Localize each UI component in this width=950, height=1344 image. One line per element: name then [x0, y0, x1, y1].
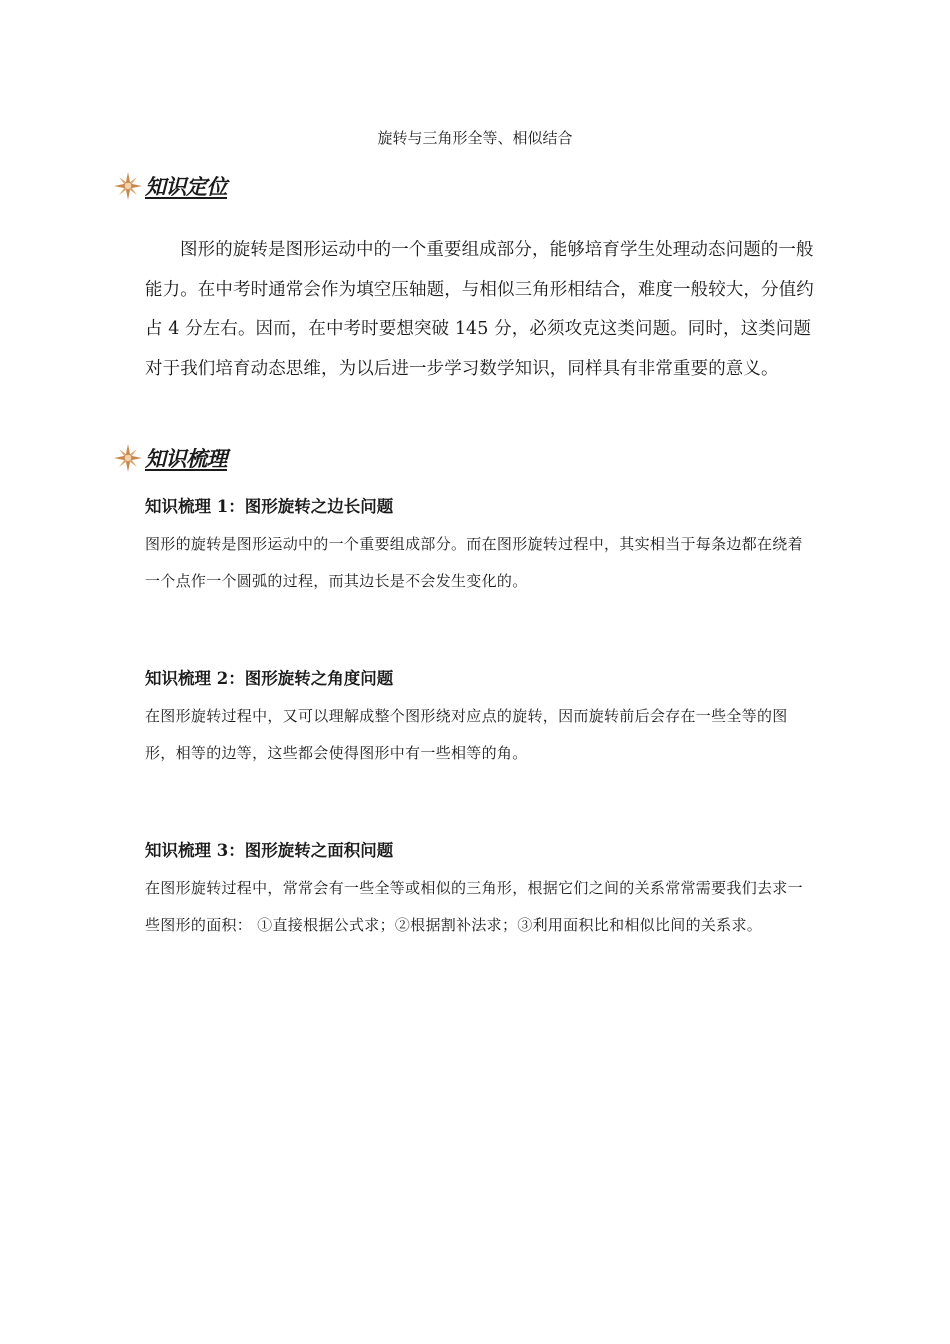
review-item-body: 在图形旋转过程中，又可以理解成整个图形绕对应点的旋转，因而旋转前后会存在一些全等的图形，相等的边等，这些都会使得图形中有一些相等的角。: [145, 707, 788, 762]
sparkle-star-icon: [112, 170, 144, 202]
review-item-title: 知识梳理 2：图形旋转之角度问题: [145, 669, 394, 688]
section-heading-review: [112, 441, 227, 475]
section-heading-positioning: [112, 169, 227, 203]
review-item-title: 知识梳理 1：图形旋转之边长问题: [145, 497, 394, 516]
review-item-body: 图形的旋转是图形运动中的一个重要组成部分。而在图形旋转过程中，其实相当于每条边都在绕着一个点作一个圆弧的过程，而其边长是不会发生变化的。: [145, 535, 803, 590]
review-item-body: 在图形旋转过程中，常常会有一些全等或相似的三角形，根据它们之间的关系常常需要我们去求一些图形的面积： ①直接根据公式求；②根据割补法求；③利用面积比和相似比间的关系求。: [145, 879, 803, 934]
section-heading-text: 知识定位: [145, 174, 227, 199]
intro-paragraph: 图形的旋转是图形运动中的一个重要组成部分，能够培育学生处理动态问题的一般能力。在中考时通常会作为填空压轴题，与相似三角形相结合，难度一般较大，分值约占 4 分左右。因而，在中考时要想突破 145 分，必须攻克这类问题。同时，这类问题对于我们培育动态思维，为以后进一步学习数学知识，同样具有非常重要的意义。: [145, 240, 814, 379]
section-heading-text: 知识梳理: [145, 446, 227, 471]
document-title: 旋转与三角形全等、相似结合: [377, 129, 573, 147]
review-item-title: 知识梳理 3：图形旋转之面积问题: [145, 841, 394, 860]
sparkle-star-icon: [112, 442, 144, 474]
